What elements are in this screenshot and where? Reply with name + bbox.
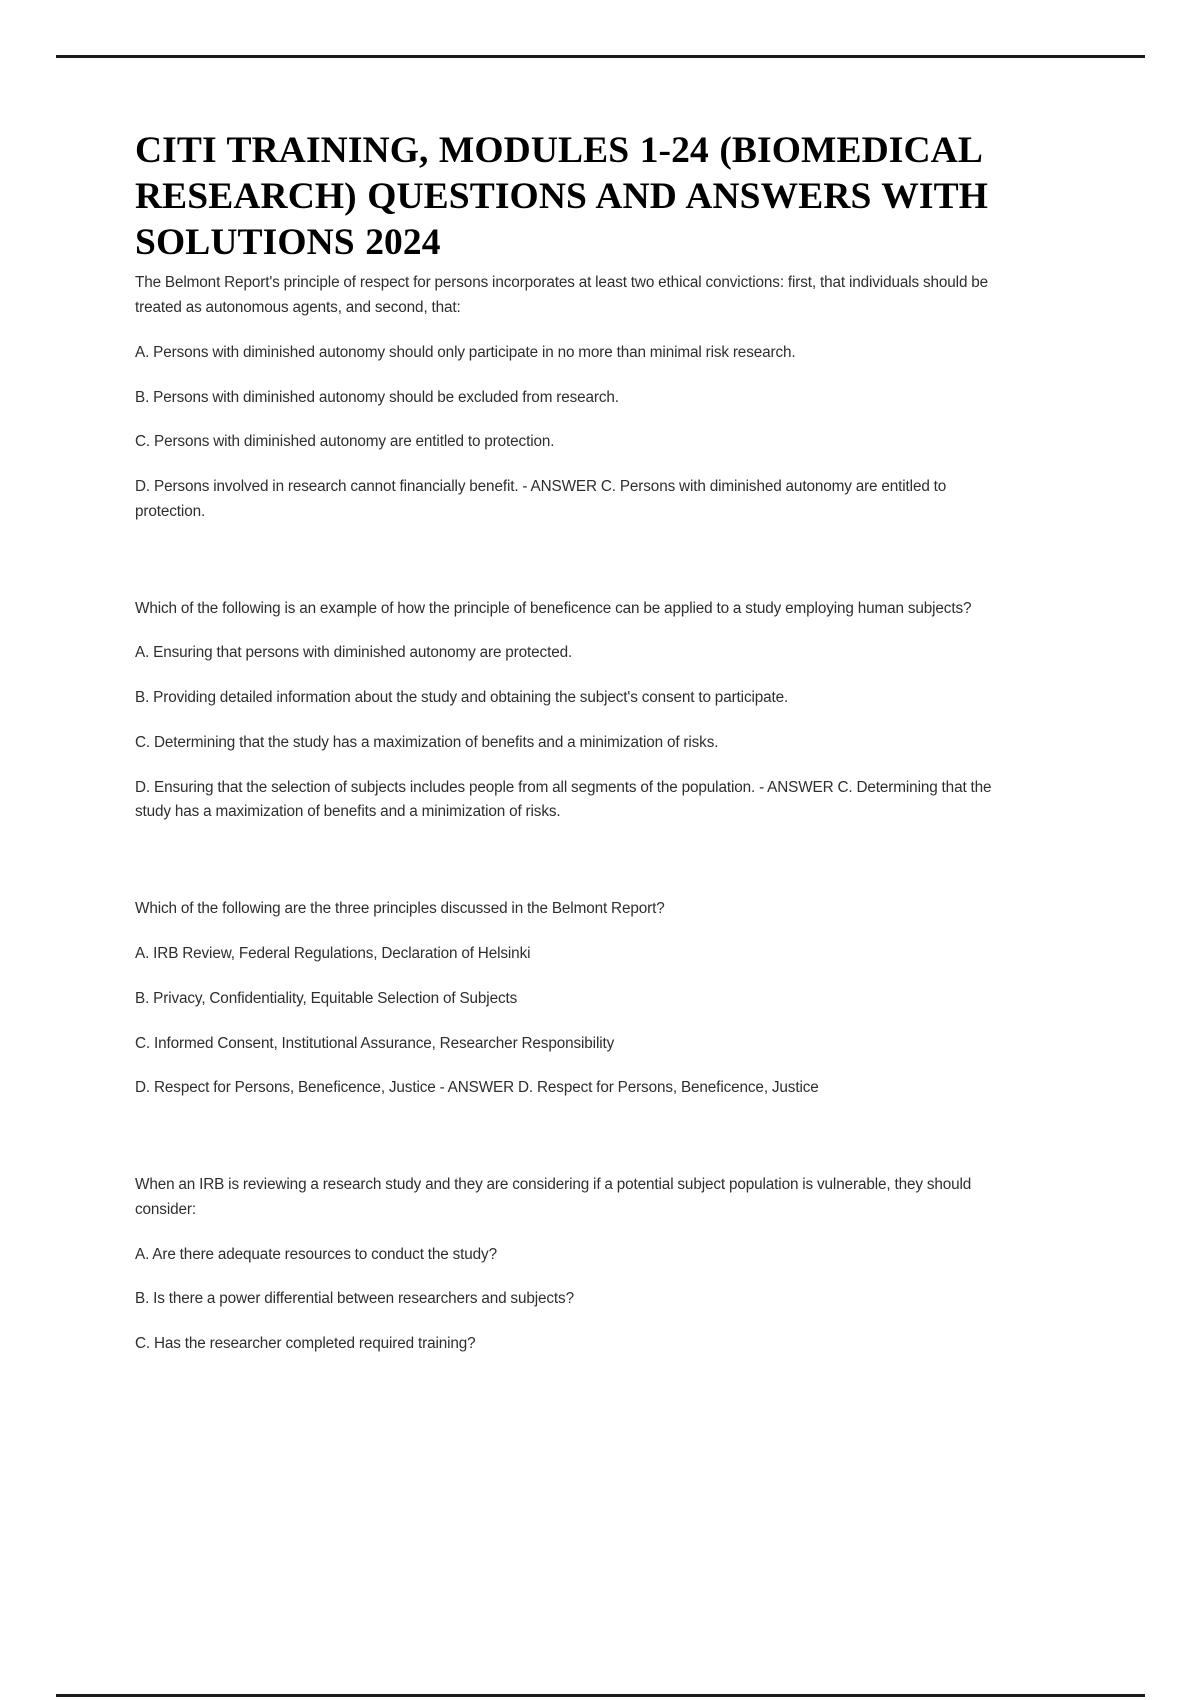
question-option: B. Is there a power differential between researchers and subjects?: [135, 1290, 574, 1308]
footer-rule: [56, 1694, 1145, 1697]
header-rule: [56, 55, 1145, 58]
question-block: [135, 597, 1007, 826]
question-option-with-answer: D. Ensuring that the selection of subjects includes people from all segments of the population. - ANSWER C. Determining that the study has a maximization of benefits and a minimization of risks.: [135, 778, 992, 821]
question-option: B. Persons with diminished autonomy should be excluded from research.: [135, 388, 619, 406]
page-title: CITI TRAINING, MODULES 1-24 (BIOMEDICAL RESEARCH) QUESTIONS AND ANSWERS WITH SOLUTIONS 2024: [135, 130, 988, 263]
question-option: C. Informed Consent, Institutional Assurance, Researcher Responsibility: [135, 1034, 615, 1052]
question-stem: The Belmont Report's principle of respect for persons incorporates at least two ethical convictions: first, that individuals should be treated as autonomous agents, and second, that:: [135, 274, 989, 317]
question-option: A. Persons with diminished autonomy should only participate in no more than minimal risk research.: [135, 343, 796, 361]
question-option-with-answer: D. Respect for Persons, Beneficence, Justice - ANSWER D. Respect for Persons, Beneficence, Justice: [135, 1079, 819, 1097]
question-block: [135, 897, 1007, 1101]
question-block: [135, 271, 1007, 524]
question-stem: When an IRB is reviewing a research study and they are considering if a potential subject population is vulnerable, they should consider:: [135, 1176, 972, 1218]
question-option: B. Privacy, Confidentiality, Equitable Selection of Subjects: [135, 989, 518, 1007]
question-option: B. Providing detailed information about the study and obtaining the subject's consent to participate.: [135, 689, 789, 707]
question-stem: Which of the following are the three principles discussed in the Belmont Report?: [135, 900, 665, 918]
question-option: A. Are there adequate resources to conduct the study?: [135, 1245, 497, 1263]
question-block: [135, 1173, 1007, 1357]
question-option-with-answer: D. Persons involved in research cannot financially benefit. - ANSWER C. Persons with diminished autonomy are entitled to protection.: [135, 478, 947, 520]
question-option: A. IRB Review, Federal Regulations, Declaration of Helsinki: [135, 944, 531, 962]
document-content: [135, 128, 1007, 1357]
question-option: C. Persons with diminished autonomy are entitled to protection.: [135, 433, 555, 451]
question-option: C. Has the researcher completed required training?: [135, 1335, 476, 1353]
question-stem: Which of the following is an example of how the principle of beneficence can be applied to a study employing human subjects?: [135, 599, 972, 617]
question-option: C. Determining that the study has a maximization of benefits and a minimization of risks.: [135, 733, 719, 751]
question-option: A. Ensuring that persons with diminished autonomy are protected.: [135, 644, 573, 662]
